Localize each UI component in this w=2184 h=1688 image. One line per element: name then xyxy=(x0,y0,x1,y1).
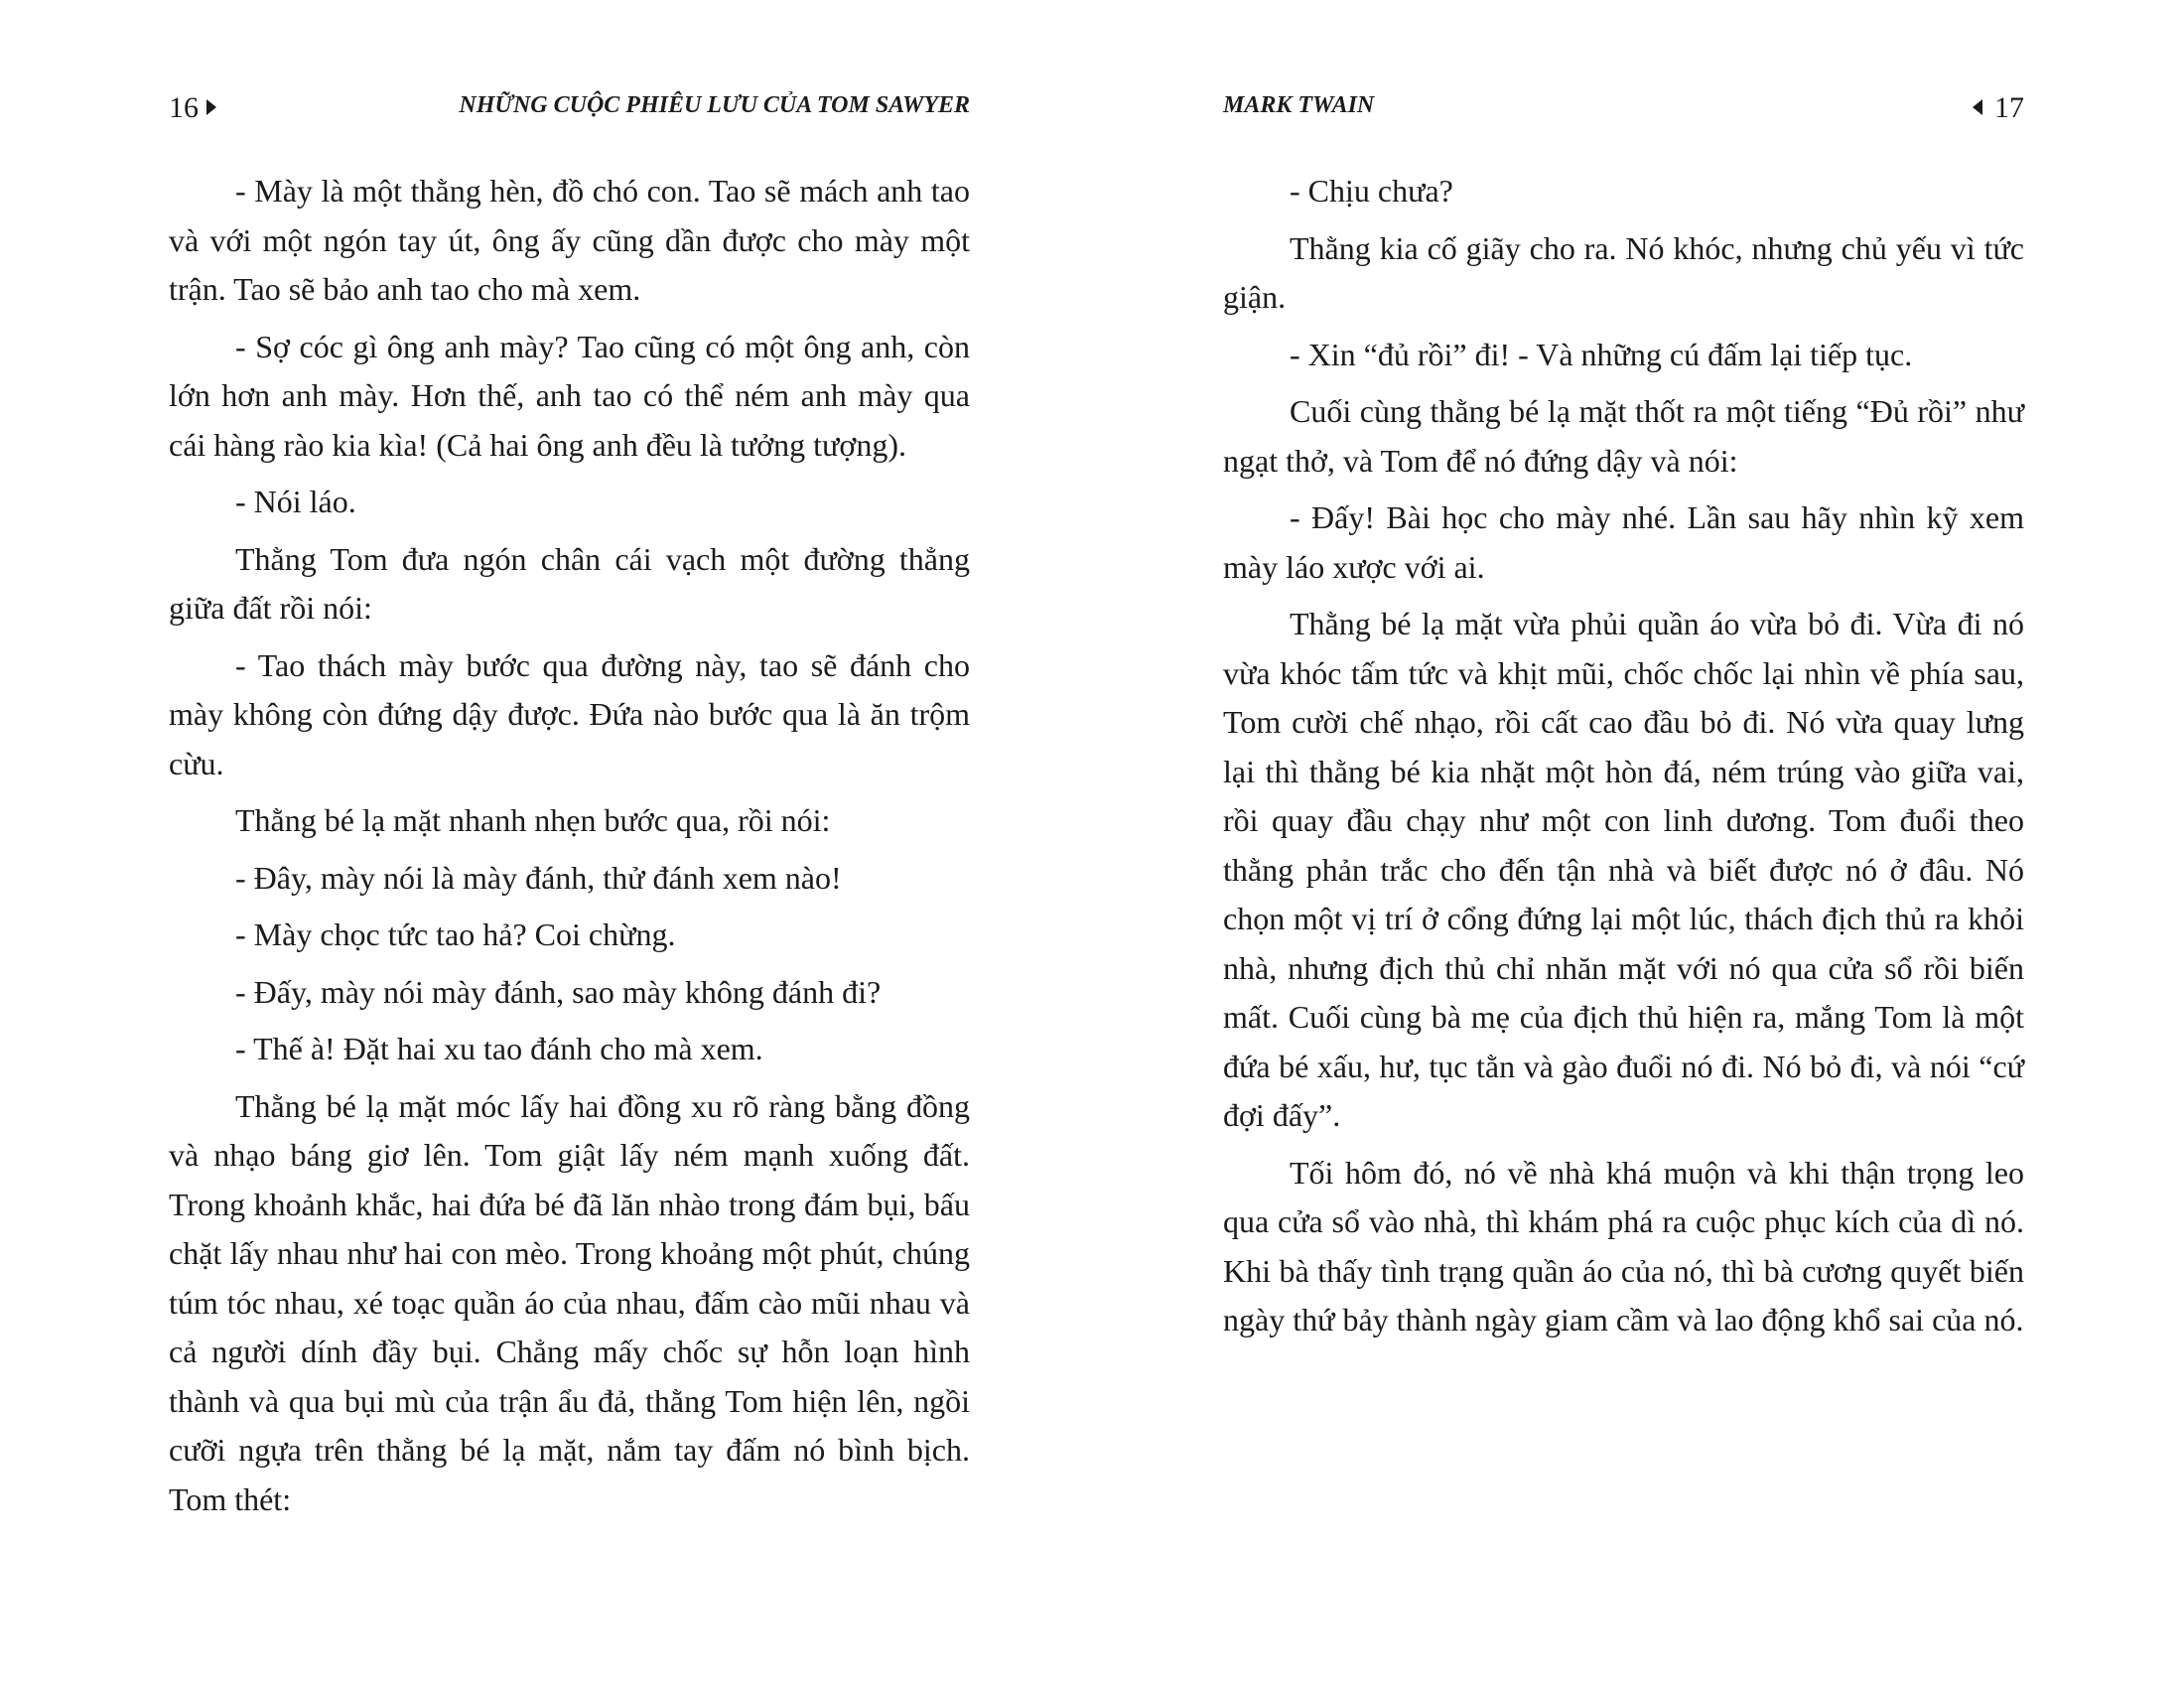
right-page-header xyxy=(1223,85,2024,135)
paragraph: - Xin “đủ rồi” đi! - Và những cú đấm lại tiếp tục. xyxy=(1290,336,1913,372)
right-running-title: MARK TWAIN xyxy=(1223,92,1375,118)
paragraph: - Mày chọc tức tao hả? Coi chừng. xyxy=(235,916,676,952)
paragraph: - Đấy, mày nói mày đánh, sao mày không đánh đi? xyxy=(235,973,882,1010)
triangle-left-icon xyxy=(1973,99,1982,115)
paragraph: - Chịu chưa? xyxy=(1290,173,1453,209)
paragraph: - Sợ cóc gì ông anh mày? Tao cũng có một ông anh, còn lớn hơn anh mày. Hơn thế, anh tao có thể ném anh mày qua cái hàng rào kia kìa! (Cả hai ông anh đều là tưởng tượng). xyxy=(169,328,970,463)
page-number-text: 16 xyxy=(169,91,199,124)
right-page-body xyxy=(1223,167,2024,1353)
left-page-number xyxy=(169,93,216,123)
paragraph: - Thế à! Đặt hai xu tao đánh cho mà xem. xyxy=(235,1031,763,1066)
left-page-header xyxy=(169,85,970,135)
right-page xyxy=(1223,0,2024,1688)
paragraph: Thằng bé lạ mặt vừa phủi quần áo vừa bỏ đi. Vừa đi nó vừa khóc tấm tức và khịt mũi, chốc chốc lại nhìn về phía sau, Tom cười chế nhạo, rồi cất cao đầu bỏ đi. Nó vừa quay lưng lại thì thằng bé kia nhặt một hòn đá, ném trúng vào giữa vai, rồi quay đầu chạy như một con linh dương. Tom đuổi theo thằng phản trắc cho đến tận nhà và biết được nó ở đâu. Nó chọn một vị trí ở cổng đứng lại một lúc, thách địch thủ ra khỏi nhà, nhưng địch thủ chỉ nhăn mặt với nó qua cửa sổ rồi biến mất. Cuối cùng bà mẹ của địch thủ hiện ra, mắng Tom là một đứa bé xấu, hư, tục tằn và gào đuổi nó đi. Nó bỏ đi, và nói “cứ đợi đấy”. xyxy=(1223,606,2024,1133)
paragraph: Tối hôm đó, nó về nhà khá muộn và khi thận trọng leo qua cửa sổ vào nhà, thì khám phá ra cuộc phục kích của dì nó. Khi bà thấy tình trạng quần áo của nó, thì bà cương quyết biến ngày thứ bảy thành ngày giam cầm và lao động khổ sai của nó. xyxy=(1223,1154,2024,1337)
paragraph: Thằng bé lạ mặt nhanh nhẹn bước qua, rồi nói: xyxy=(235,802,831,838)
paragraph: Thằng Tom đưa ngón chân cái vạch một đường thẳng giữa đất rồi nói: xyxy=(169,540,970,626)
paragraph: Thằng bé lạ mặt móc lấy hai đồng xu rõ ràng bằng đồng và nhạo báng giơ lên. Tom giật lấy ném mạnh xuống đất. Trong khoảnh khắc, hai đứa bé đã lăn nhào trong đám bụi, bấu chặt lấy nhau như hai con mèo. Trong khoảng một phút, chúng túm tóc nhau, xé toạc quần áo của nhau, đấm cào mũi nhau và cả người dính đầy bụi. Chẳng mấy chốc sự hỗn loạn hình thành và qua bụi mù của trận ẩu đả, thằng Tom hiện lên, ngồi cưỡi ngựa trên thằng bé lạ mặt, nắm tay đấm nó bình bịch. Tom thét: xyxy=(169,1087,970,1517)
paragraph: Thằng kia cố giãy cho ra. Nó khóc, nhưng chủ yếu vì tức giận. xyxy=(1223,229,2024,315)
left-page-body xyxy=(169,167,970,1532)
paragraph: - Nói láo. xyxy=(235,484,356,519)
paragraph: - Đây, mày nói là mày đánh, thử đánh xem nào! xyxy=(235,859,842,896)
paragraph: - Mày là một thằng hèn, đồ chó con. Tao sẽ mách anh tao và với một ngón tay út, ông ấy cũng dần được cho mày một trận. Tao sẽ bảo anh tao cho mà xem. xyxy=(169,173,970,307)
triangle-right-icon xyxy=(206,99,216,115)
right-page-number xyxy=(1973,93,2024,123)
left-running-title: NHỮNG CUỘC PHIÊU LƯU CỦA TOM SAWYER xyxy=(459,92,970,118)
paragraph: - Đấy! Bài học cho mày nhé. Lần sau hãy nhìn kỹ xem mày láo xược với ai. xyxy=(1223,499,2024,585)
paragraph: - Tao thách mày bước qua đường này, tao sẽ đánh cho mày không còn đứng dậy được. Đứa nào bước qua là ăn trộm cừu. xyxy=(169,646,970,781)
left-page xyxy=(169,0,970,1688)
paragraph: Cuối cùng thằng bé lạ mặt thốt ra một tiếng “Đủ rồi” như ngạt thở, và Tom để nó đứng dậy và nói: xyxy=(1223,393,2024,479)
page-number-text: 17 xyxy=(1994,91,2024,124)
